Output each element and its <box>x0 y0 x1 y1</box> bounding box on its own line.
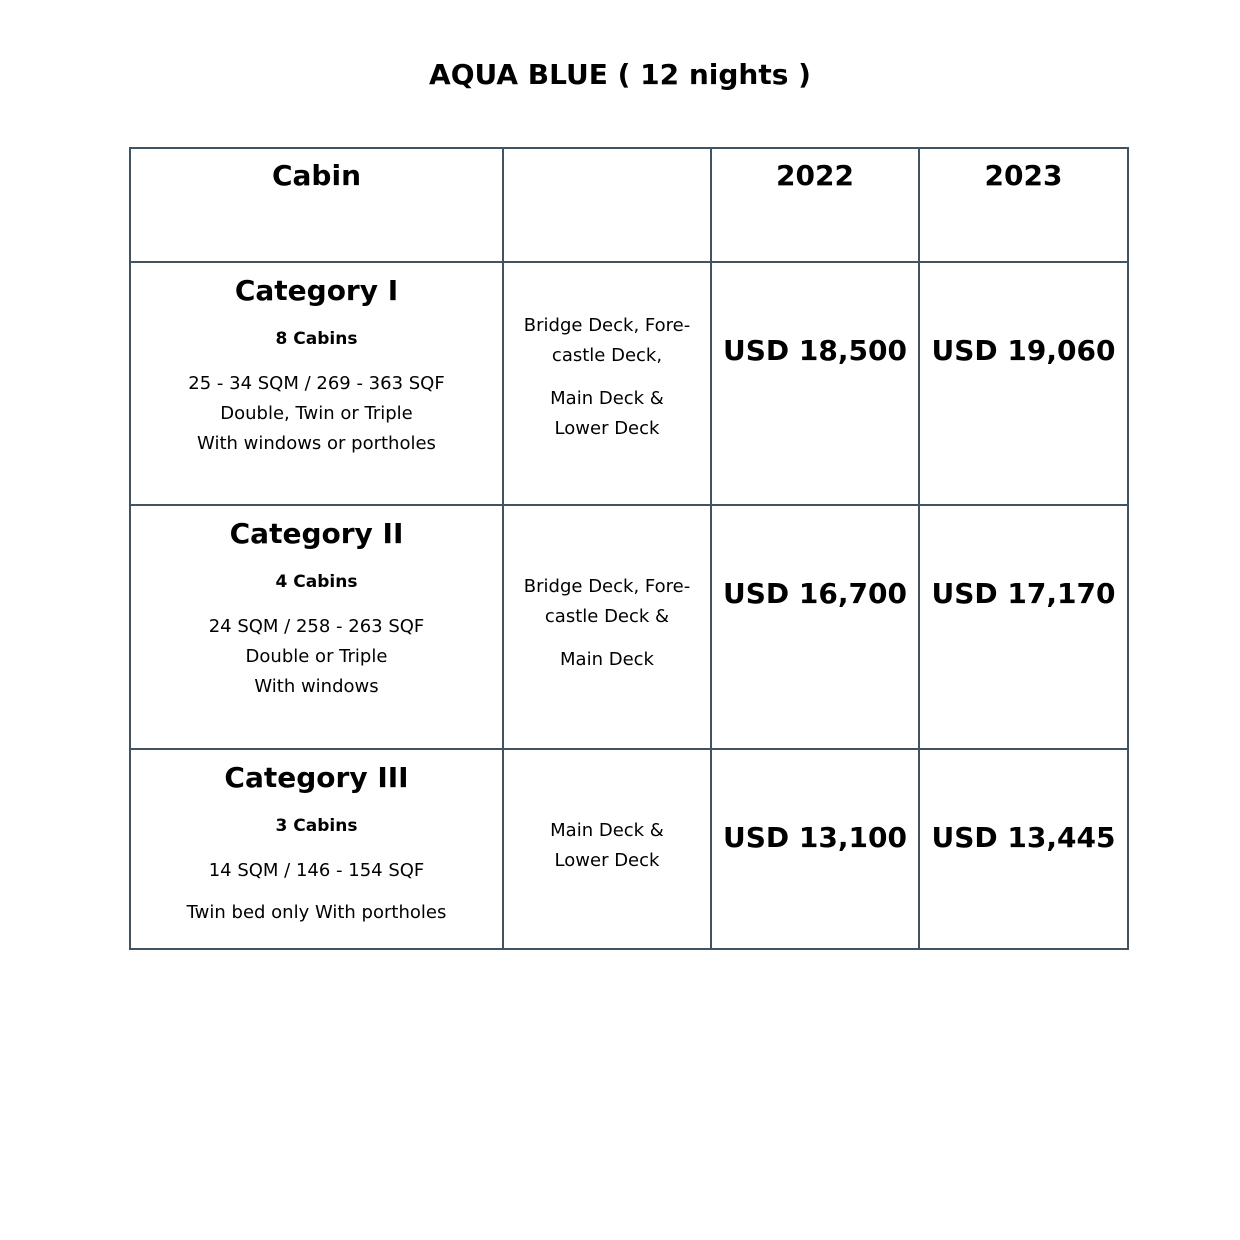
table-header-row <box>130 148 1128 262</box>
page-title: AQUA BLUE ( 12 nights ) <box>429 58 811 91</box>
cabin-size: 25 - 34 SQM / 269 - 363 SQF <box>188 373 445 394</box>
table-row <box>130 749 1128 949</box>
header-label-deck <box>504 149 710 159</box>
cabin-details <box>131 369 502 459</box>
price-cell-2022 <box>711 262 919 505</box>
deck-cell <box>503 262 711 505</box>
price-2022: USD 13,100 <box>723 821 907 854</box>
category-name: Category II <box>229 517 404 550</box>
header-label-2023: 2023 <box>984 159 1063 192</box>
header-cell-2023 <box>919 148 1128 262</box>
bed-configuration: Double or Triple <box>245 646 388 667</box>
price-cell-2023 <box>919 749 1128 949</box>
cabin-cell <box>130 749 503 949</box>
deck-location-2: Main Deck <box>560 649 654 670</box>
header-label-2022: 2022 <box>776 159 854 192</box>
cabin-size: 24 SQM / 258 - 263 SQF <box>208 616 425 637</box>
category-name: Category III <box>224 761 409 794</box>
price-2022: USD 18,500 <box>723 334 907 367</box>
window-type: With windows or portholes <box>197 433 436 454</box>
deck-location: Bridge Deck, Fore-castle Deck, <box>523 315 691 366</box>
cabin-details <box>131 612 502 702</box>
header-cell-deck <box>503 148 711 262</box>
deck-cell <box>503 749 711 949</box>
bed-configuration: Double, Twin or Triple <box>220 403 413 424</box>
price-cell-2022 <box>711 749 919 949</box>
deck-location-2: Main Deck & Lower Deck <box>550 388 664 439</box>
price-cell-2022 <box>711 505 919 749</box>
window-type: With windows <box>254 676 379 697</box>
deck-cell <box>503 505 711 749</box>
cabin-size: 14 SQM / 146 - 154 SQF <box>208 860 425 881</box>
price-2023: USD 19,060 <box>931 334 1116 367</box>
cabin-cell <box>130 262 503 505</box>
deck-location: Bridge Deck, Fore-castle Deck & <box>523 576 691 627</box>
header-cell-cabin <box>130 148 503 262</box>
cabin-count: 4 Cabins <box>275 572 358 592</box>
price-2022: USD 16,700 <box>723 577 907 610</box>
header-label-cabin: Cabin <box>271 159 362 192</box>
cabin-rate-table <box>129 147 1129 950</box>
header-cell-2022 <box>711 148 919 262</box>
cabin-details <box>131 856 502 928</box>
price-cell-2023 <box>919 505 1128 749</box>
category-name: Category I <box>234 274 399 307</box>
deck-location: Main Deck & Lower Deck <box>550 820 664 871</box>
cabin-count: 8 Cabins <box>275 329 358 349</box>
price-2023: USD 17,170 <box>931 577 1116 610</box>
bed-configuration: Twin bed only With portholes <box>186 902 447 923</box>
price-cell-2023 <box>919 262 1128 505</box>
table-row <box>130 262 1128 505</box>
cabin-cell <box>130 505 503 749</box>
table-row <box>130 505 1128 749</box>
cabin-count: 3 Cabins <box>275 816 358 836</box>
price-2023: USD 13,445 <box>931 821 1116 854</box>
